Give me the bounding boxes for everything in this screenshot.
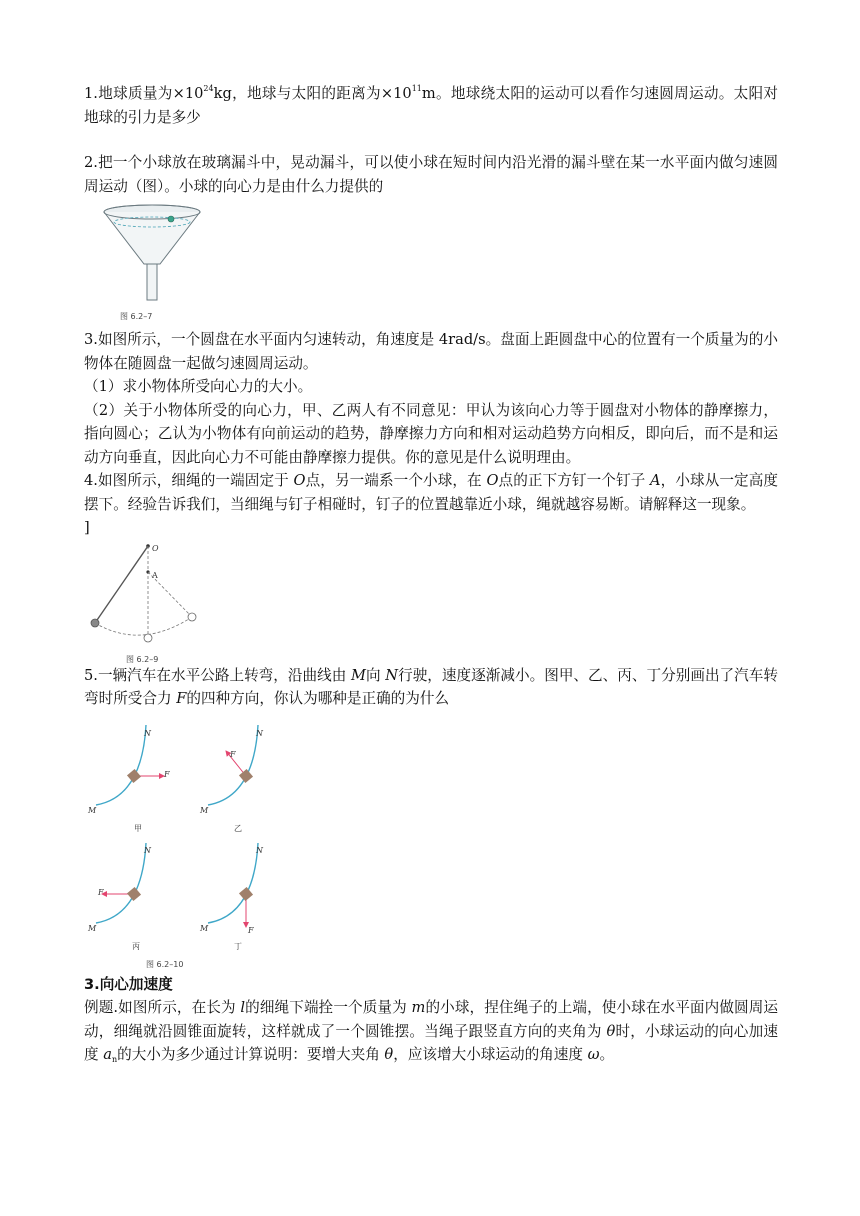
figure-caption-6-2-10: 图 6.2–10 — [146, 959, 184, 969]
q1-text-c: m。地球绕太阳的运动可以看作匀速圆周运动。太阳对地球的引力是多少 — [84, 85, 779, 126]
panel-ding-f: F — [248, 925, 254, 935]
pendulum-figure — [86, 540, 778, 664]
funnel-illustration — [100, 198, 210, 308]
example-problem: 例题.如图所示，在长为 l的细绳下端拴一个质量为 m的小球，捏住绳子的上端，使小球在水平面内做圆周运动，细绳就沿圆锥面旋转，这样就成了一个圆锥摆。当绳子跟竖直方向的夹角为 θ时，小球运动的向心加速度 $a_n$的大小为多少通过计算说明：要增大夹角 θ，应该增大小球运动的角速度 ω。 — [84, 999, 778, 1064]
panel-ding-label: 丁 — [234, 941, 242, 951]
panel-jia-label: 甲 — [134, 823, 142, 833]
funnel-figure — [100, 198, 778, 321]
panel-ding-m: M — [200, 923, 209, 933]
stray-bracket: ] — [84, 519, 90, 536]
point-o: O — [293, 472, 306, 489]
car-turning-illustration — [84, 725, 274, 953]
panel-jia-m: M — [88, 805, 97, 815]
nail-a: A — [650, 472, 661, 489]
figure-caption-6-2-9: 图 6.2–9 — [126, 654, 159, 664]
q1-exponent-2: 11 — [411, 84, 422, 93]
section-heading: 3.向心加速度 — [84, 975, 173, 993]
panel-ding-n: N — [256, 845, 263, 855]
question-2: 2.把一个小球放在玻璃漏斗中，晃动漏斗，可以使小球在短时间内沿光滑的漏斗壁在某一水平面内做匀速圆周运动（图）。小球的向心力是由什么力提供的 — [84, 154, 778, 195]
question-3-part-2: （2）关于小物体所受的向心力，甲、乙两人有不同意见：甲认为该向心力等于圆盘对小物体的静摩擦力，指向圆心；乙认为小物体有向前运动的趋势，静摩擦力方向和相对运动趋势方向相反，即向后，而不是和运动方向垂直，因此向心力不可能由静摩擦力提供。你的意见是什么说明理由。 — [84, 401, 778, 466]
label-o: O — [152, 543, 159, 553]
panel-yi-label: 乙 — [234, 823, 242, 833]
question-1 — [84, 82, 778, 129]
panel-ding — [208, 843, 258, 927]
pendulum-illustration — [86, 540, 216, 652]
panel-bing-n: N — [144, 845, 151, 855]
figure-caption-6-2-7: 图 6.2–7 — [120, 312, 153, 321]
panel-yi-m: M — [200, 805, 209, 815]
panel-jia-n: N — [144, 728, 151, 738]
q1-exponent-1: 24 — [203, 84, 214, 93]
question-3: 3.如图所示，一个圆盘在水平面内匀速转动，角速度是 4rad/s。盘面上距圆盘中心的位置有一个质量为的小物体在随圆盘一起做匀速圆周运动。 — [84, 331, 778, 372]
panel-bing-label: 丙 — [132, 941, 140, 951]
panel-yi-n: N — [256, 728, 263, 738]
document-page — [84, 82, 778, 1067]
panel-bing-m: M — [88, 923, 97, 933]
q1-text-a: 1.地球质量为×10 — [84, 85, 204, 102]
panel-jia — [96, 725, 164, 805]
car-turning-figure — [84, 725, 778, 969]
panel-jia-f: F — [164, 769, 170, 779]
point-o: O — [486, 472, 499, 489]
label-a: A — [152, 570, 158, 580]
q1-text-b: kg，地球与太阳的距离为×10 — [213, 85, 412, 102]
question-5: 5.一辆汽车在水平公路上转弯，沿曲线由 M向 N行驶，速度逐渐减小。图甲、乙、丙、丁分别画出了汽车转弯时所受合力 F的四种方向，你认为哪种是正确的为什么 — [84, 666, 778, 707]
question-3-part-1: （1）求小物体所受向心力的大小。 — [84, 378, 313, 395]
panel-bing-f: F — [98, 887, 104, 897]
panel-yi-f: F — [230, 749, 236, 759]
question-4: 4.如图所示，细绳的一端固定于 O点，另一端系一个小球，在 O点的正下方钉一个钉子 A，小球从一定高度摆下。经验告诉我们，当细绳与钉子相碰时，钉子的位置越靠近小球，绳就越容易断。请解释这一现象。 — [84, 472, 778, 513]
